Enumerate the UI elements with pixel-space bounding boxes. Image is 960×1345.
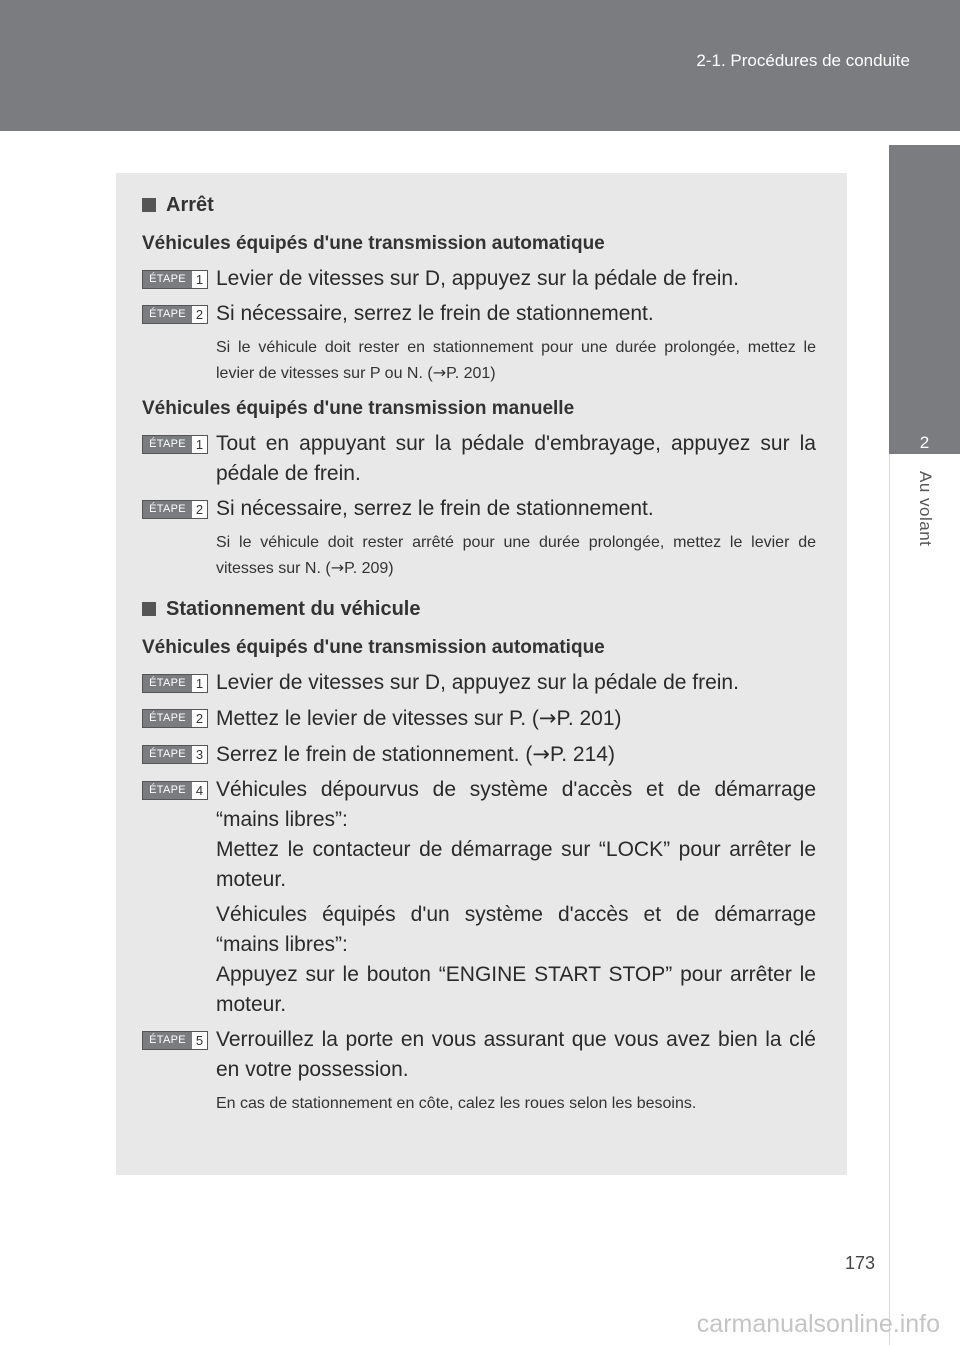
step-item — [142, 739, 816, 770]
step-text: Tout en appuyant sur la pédale d'embrayage, appuyez sur la pédale de frein. — [216, 432, 816, 485]
chapter-side-tab — [889, 131, 960, 1345]
section-heading-parking: Stationnement du véhicule — [142, 589, 816, 629]
step-text: Si nécessaire, serrez le frein de stationnement. — [216, 302, 654, 325]
step-note: En cas de stationnement en côte, calez les roues selon les besoins. — [216, 1095, 697, 1112]
step-item — [142, 1025, 816, 1085]
step-item — [142, 668, 816, 698]
step-badge: ÉTAPE 2 — [142, 305, 208, 324]
step-text: Mettez le levier de vitesses sur P. (→P. 201) — [216, 706, 622, 730]
chapter-label-text: Au volant — [916, 471, 935, 547]
square-bullet-icon — [142, 198, 156, 212]
step-item — [142, 429, 816, 489]
chapter-number: 2 — [919, 433, 930, 452]
subheading-automatic: Véhicules équipés d'une transmission automatique — [142, 233, 605, 254]
arrow-right-icon: → — [432, 363, 447, 382]
section-heading-arret: Arrêt — [142, 185, 816, 225]
header-bar — [0, 0, 960, 131]
step-text: Levier de vitesses sur D, appuyez sur la pédale de frein. — [216, 267, 739, 290]
step-badge: ÉTAPE 4 — [142, 781, 208, 800]
step-badge: ÉTAPE 1 — [142, 674, 208, 693]
step-badge: ÉTAPE 1 — [142, 435, 208, 454]
page-number: 173 — [845, 1253, 876, 1273]
step-text: Serrez le frein de stationnement. (→P. 214) — [216, 742, 615, 766]
arrow-right-icon: → — [330, 558, 345, 577]
arrow-right-icon: → — [532, 742, 550, 766]
step-badge: ÉTAPE 1 — [142, 270, 208, 289]
step-text: Verrouillez la porte en vous assurant que vous avez bien la clé en votre possession. — [216, 1028, 816, 1081]
tab-edge-line — [889, 454, 890, 1345]
step-item — [142, 264, 816, 294]
step-badge: ÉTAPE 3 — [142, 745, 208, 764]
watermark: carmanualsonline.info — [696, 1310, 940, 1338]
chapter-title: 2-1. Procédures de conduite — [696, 51, 910, 70]
arrow-right-icon: → — [538, 706, 557, 730]
step-badge: ÉTAPE 2 — [142, 709, 208, 728]
step-item — [142, 703, 816, 734]
chapter-number-box — [889, 131, 960, 454]
step-badge: ÉTAPE 5 — [142, 1031, 208, 1050]
step-text: Véhicules dépourvus de système d'accès et de démarrage “mains libres”: Mettez le contacteur de démarrage sur “LOCK” pour arrêter le moteur. Véhicules équipés d'un système d'accès et de démarrage “mains libres”: Appuyez sur le bouton “ENGINE START STOP” pour arrêter le moteur. — [216, 778, 816, 1016]
step-note: Si le véhicule doit rester arrêté pour une durée prolongée, mettez le levier de vitesses sur N. (→P. 209) — [216, 534, 816, 577]
square-bullet-icon — [142, 602, 156, 616]
subheading-automatic: Véhicules équipés d'une transmission automatique — [142, 637, 605, 658]
step-item — [142, 775, 816, 1020]
subheading-manual: Véhicules équipés d'une transmission manuelle — [142, 398, 575, 419]
step-badge: ÉTAPE 2 — [142, 500, 208, 519]
step-item — [142, 299, 816, 329]
step-item — [142, 494, 816, 524]
chapter-label — [913, 471, 937, 601]
step-note: Si le véhicule doit rester en stationnement pour une durée prolongée, mettez le levier de vitesses sur P ou N. (→P. 201) — [216, 339, 816, 382]
step-text: Levier de vitesses sur D, appuyez sur la pédale de frein. — [216, 671, 739, 694]
step-text: Si nécessaire, serrez le frein de stationnement. — [216, 497, 654, 520]
content — [142, 185, 816, 1124]
